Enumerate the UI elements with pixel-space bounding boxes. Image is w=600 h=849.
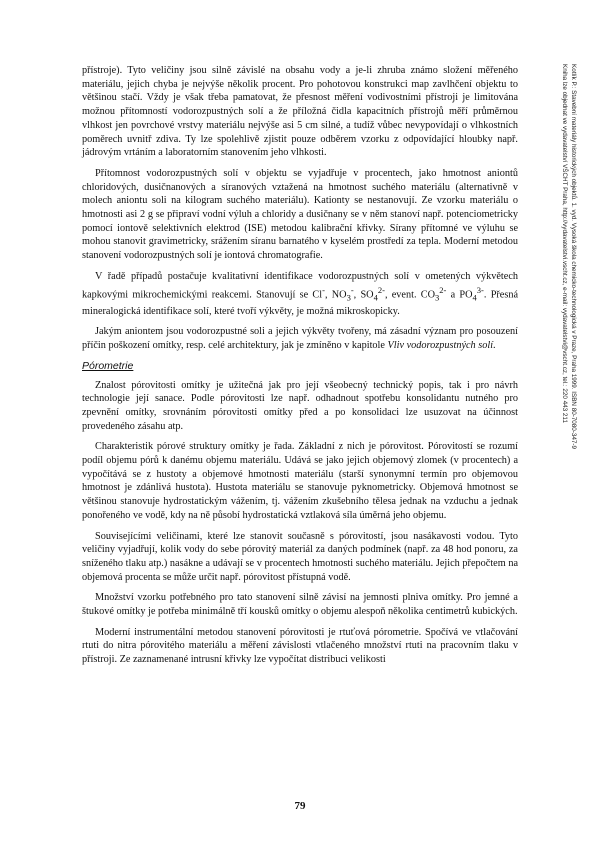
paragraph: Znalost pórovitosti omítky je užitečná jak pro její všeobecný technický popis, tak i pro návrh technologie její sanace. Podle pórovitosti lze např. odhadnout spotřebu konsolidantu nutného pro zpevnění omítky, srovnáním pórovitosti omítky před a po konsolidaci lze usuzovat na účinnost provedeného zásahu atp. xyxy=(82,379,518,432)
section-heading: Pórometrie xyxy=(82,359,134,372)
chapter-reference: Vliv vodorozpustných solí xyxy=(387,340,494,352)
paragraph: Množství vzorku potřebného pro tato stanovení silně závisí na jemnosti plniva omítky. Pro jemné a štukové omítky je potřeba minimálně tří kousků omítky o objemu alespoň několika centimetrů kubických. xyxy=(82,592,518,618)
paragraph: Charakteristik pórové struktury omítky je řada. Základní z nich je pórovitost. Pórovitostí se rozumí podíl objemu pórů k danému objemu materiálu. Udává se jako jejich objemový zlomek (v procentech) a vypočítává se z hustoty a objemové hmotnosti materiálu (starší synonymní termín pro objemovou hmotnost je zdánlivá hustota). Hustota materiálu se stanovuje pyknometricky. Objemová hmotnost se většinou stanovuje hydrostatickým vážením, tj. vážením zkušebního tělesa jednak na vzduchu a jednak ponořeného ve vodě, kdy na ně působí hydrostatická vztlaková síla úměrná jeho objemu. xyxy=(82,441,518,521)
side-note xyxy=(540,64,584,704)
order-info-line: Kniha lze objednat ve vydavatelství VŠCHT Praha, http://vydavatelstvi.vscht.cz, e-mail: vydavatelstvi@vscht.cz, tel.: 220 443 211 xyxy=(561,64,568,423)
paragraph-text: Jakým aniontem jsou vodorozpustné soli a jejich výkvěty tvořeny, má zásadní význam pro posouzení příčin poškození omítky, resp. celé architektury, jak je zmíněno v kapitole xyxy=(82,326,518,352)
paragraph: přístroje). Tyto veličiny jsou silně závislé na obsahu vody a je-li zhruba známo složení měřeného materiálu, jejich chyba je nejvýše několik procent. Pro pohotovou konstrukci map zavlhčení objektu to většinou stačí. Vždy je však třeba pamatovat, že přesnost měření vodivostními přístroji je limitována možnou přítomností vodorozpustných solí a že příložná čidla kapacitních přístrojů měří průměrnou vlhkost jen povrchové vrstvy materiálu nejvýše asi 5 cm silné, a tudíž vůbec nevypovídají o vlhkostních poměrech uvnitř zdiva. Ty lze spolehlivě zjistit pouze odběrem vzorku z odpovídající hloubky např. jádrovým vrtáním a laboratorním stanovením jeho vlhkosti. xyxy=(82,65,518,159)
body-text xyxy=(82,64,518,674)
paragraph: Moderní instrumentální metodou stanovení pórovitosti je rtuťová pórometrie. Spočívá ve vtlačování rtuti do nitra pórovitého materiálu a měření závislosti vtlačeného množství rtuti na pracovním tlaku v přístroji. Ze zaznamenané intrusní křivky lze vypočítat distribuci velikosti xyxy=(82,626,518,666)
paragraph: Souvisejícími veličinami, které lze stanovit současně s pórovitostí, jsou nasákavosti vodou. Tyto veličiny vyjadřují, kolik vody do sebe pórovitý materiál za daných podmínek (např. za 48 hod ponoru, za sníženého tlaku atp.) nasákne a udávají se v procentech hmotnosti suchého materiálu. Jejich přepočtem na objemová procenta se může určit např. pórovitost přístupná vodě. xyxy=(82,530,518,583)
citation-line: Kotlík P.: Stavební materiály historických objektů. 1. vyd. Vysoká škola chemicko-technologická v Praze, Praha 1999. ISBN 80-7080-347-9 xyxy=(570,64,577,450)
side-note-text xyxy=(560,64,578,704)
paragraph: Jakým aniontem jsou vodorozpustné soli a jejich výkvěty tvořeny, má zásadní význam pro posouzení příčin poškození omítky, resp. celé architektury, jak je zmíněno v kapitole Vliv vodorozpustných solí. xyxy=(82,326,518,352)
paragraph-ions: V řadě případů postačuje kvalitativní identifikace vodorozpustných solí v ometených výkvětech kapkovými mikrochemickými reakcemi. Stanovují se Cl-, $NO_3^-$, $SO_4^{2-}$, event. $CO_3^{2-}$ a $PO_4^{3-}$. Přesná mineralogická identifikace solí, které tvoří výkvěty, je možná mikroskopicky. xyxy=(82,270,519,317)
paragraph: Přítomnost vodorozpustných solí v objektu se vyjadřuje v procentech, jako hmotnost aniontů chloridových, dusičnanových a síranových vztažená na hmotnost suchého materiálu (alternativně v molech aniontu soli na kilogram suchého materiálu). Kationty se nestanovují. Ze vzorku materiálu o hmotnosti asi 2 g se připraví vodní výluh a chloridy a dusičnany se v něm stanoví např. potenciometricky pomocí iontově selektivních elektrod (ISE) metodou kalibrační křivky. Sírany přítomné ve výluhu se mohou stanovit gravimetricky, srážením síranu barnatého v kyselém prostředí za tepla. Moderní metodou stanovení vodorozpustných solí je iontová chromatografie. xyxy=(82,167,518,262)
page-number: 79 xyxy=(294,800,306,812)
